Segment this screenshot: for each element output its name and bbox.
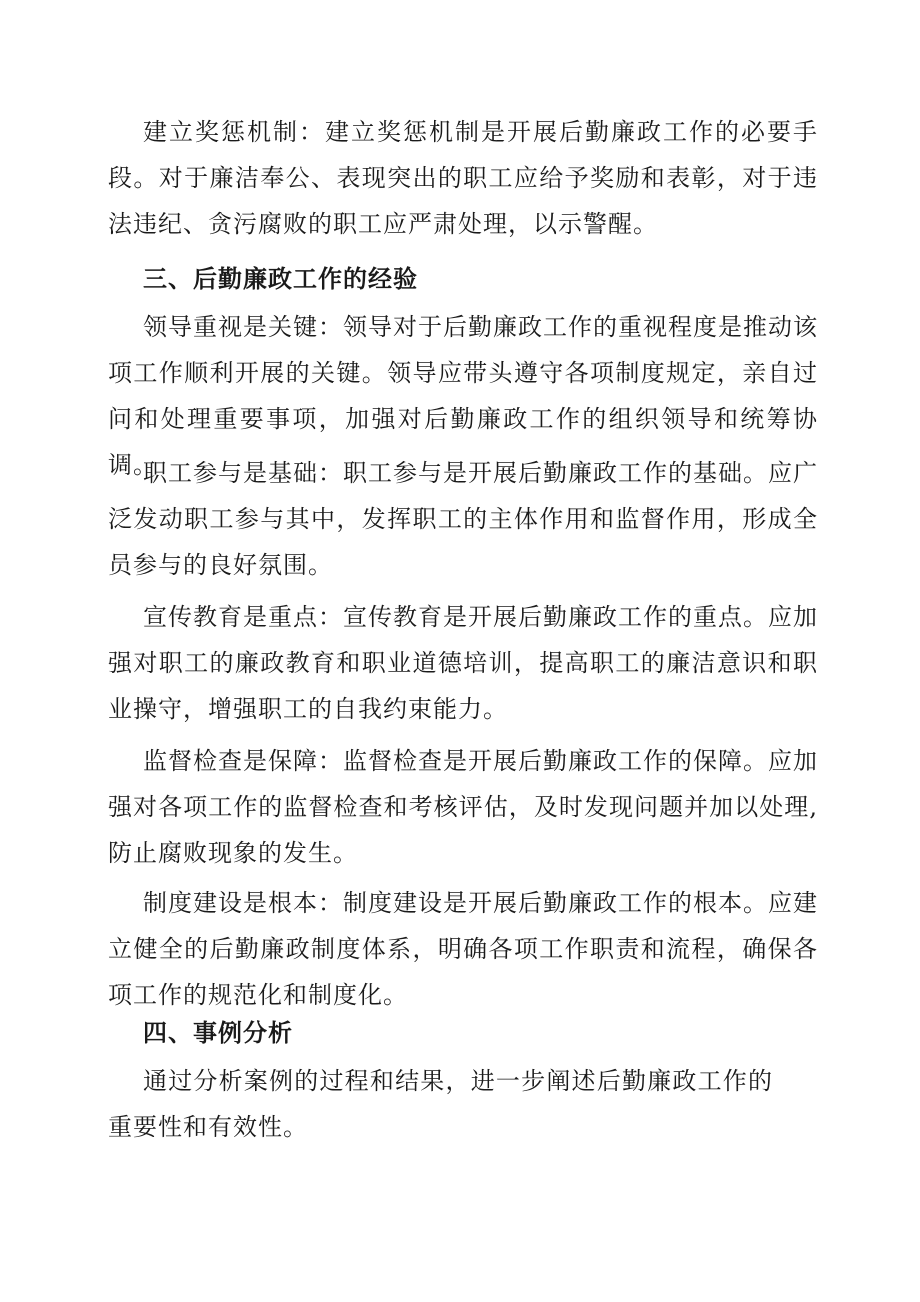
section-heading-experience: 三、后勤廉政工作的经验 <box>143 265 418 293</box>
paragraph-system: 制度建设是根本：制度建设是开展后勤廉政工作的根本。应建立健全的后勤廉政制度体系，明确各项工作职责和流程，确保各项工作的规范化和制度化。 <box>108 889 818 1009</box>
paragraph-participation: 职工参与是基础：职工参与是开展后勤廉政工作的基础。应广泛发动职工参与其中，发挥职工的主体作用和监督作用，形成全员参与的良好氛围。 <box>108 459 818 579</box>
paragraph-supervision: 监督检查是保障：监督检查是开展后勤廉政工作的保障。应加强对各项工作的监督检查和考核评估，及时发现问题并加以处理,防止腐败现象的发生。 <box>108 747 818 867</box>
paragraph-education: 宣传教育是重点：宣传教育是开展后勤廉政工作的重点。应加强对职工的廉政教育和职业道德培训，提高职工的廉洁意识和职业操守，增强职工的自我约束能力。 <box>108 603 818 723</box>
section-heading-case-analysis: 四、事例分析 <box>143 1019 293 1047</box>
paragraph-leadership: 领导重视是关键：领导对于后勤廉政工作的重视程度是推动该项工作顺利开展的关键。领导应带头遵守各项制度规定，亲自过问和处理重要事项，加强对后勤廉政工作的组织领导和统筹协调。 <box>108 313 818 479</box>
paragraph-case-analysis: 通过分析案例的过程和结果，进一步阐述后勤廉政工作的重要性和有效性。 <box>108 1067 773 1141</box>
paragraph-reward-punishment: 建立奖惩机制：建立奖惩机制是开展后勤廉政工作的必要手段。对于廉洁奉公、表现突出的职工应给予奖励和表彰，对于违法违纪、贪污腐败的职工应严肃处理，以示警醒。 <box>108 118 818 238</box>
